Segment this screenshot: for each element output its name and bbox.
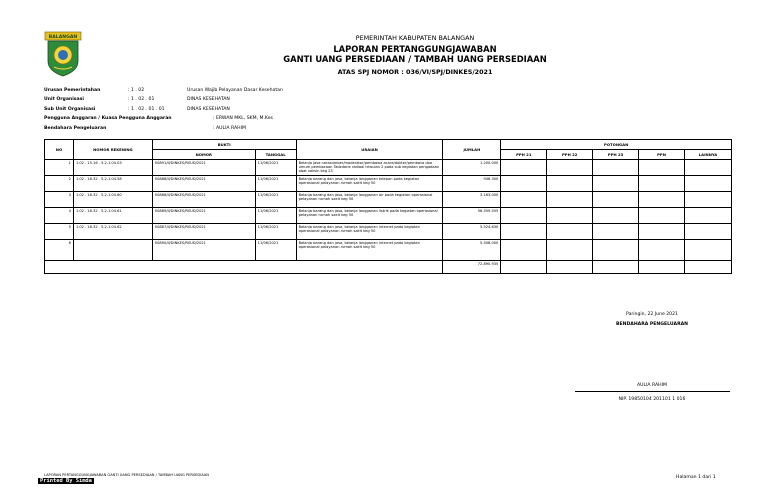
row-jumlah: 5.524.630 [443,224,501,240]
row-nomor: 00888/II/DINKES/RSUD/2021 [152,176,255,192]
header-pph22: PPH 22 [547,150,593,160]
row-rekening: 1.02 . 15.16 . 5.2.1.04.03 [73,160,152,176]
bendahara-name: : AULIA RAHIM [213,126,246,131]
row-rekening: 1.02 . 16.32 . 5.2.1.04.62 [73,224,152,240]
row-jumlah: 5.508.000 [443,240,501,261]
government-name: PEMERINTAH KABUPATEN BALANGAN [355,34,475,42]
signature-nip: NIP. 19850104 201101 1 016 [618,397,686,402]
footer-text: LAPORAN PERTANGGUNGJAWABAN GANTI UANG PERSEDIAAN / TAMBAH UANG PERSEDIAAN [44,473,209,477]
unit-code: : 1 . 02 . 01 [128,97,155,102]
row-rekening [73,240,152,261]
row-uraian: Belanja barang dan jasa, belanja langganan air pada kegiatan operasional pelayanan rumah sakit keg 50 [296,192,443,208]
row-nomor: 00887/II/DINKES/RSUD/2021 [152,224,255,240]
row-uraian: Belanja barang dan jasa, belanja langganan listrik pada kegiatan operasional pelayanan rumah sakit keg 50 [296,208,443,224]
row-no: 3 [45,192,74,208]
urusan-name: Urusan Wajib Pelayanan Dasar Kesehatan [187,88,283,93]
row-jumlah: 3.163.000 [443,192,501,208]
urusan-label: Urusan Pemerintahan [44,88,101,93]
table-row [45,176,732,192]
row-tanggal: 11/06/2021 [255,240,296,261]
pengguna-label: Pengguna Anggaran / Kuasa Pengguna Anggaran [44,116,172,121]
row-no: 1 [45,160,74,176]
row-uraian: Belanja barang dan jasa, belanja langganan internet pada kegiatan operasional pelayanan rumah sakit keg 50 [296,240,443,261]
row-nomor: 00889/II/DINKES/RSUD/2021 [152,208,255,224]
row-nomor: 00891/II/DINKES/RSUD/2021 [152,160,255,176]
total-jumlah: 72.890.935 [443,261,501,274]
table-row [45,224,732,240]
row-nomor: 00886/II/DINKES/RSUD/2021 [152,192,255,208]
header-potongan: POTONGAN [501,140,732,150]
pengguna-name: : ERWAN MKL, SKM, M.Kes [213,116,273,121]
table-row [45,208,732,224]
signature-title: BENDAHARA PENGELUARAN [615,322,689,327]
page-number: Halaman 1 dari 1 [676,475,716,480]
row-no: 4 [45,208,74,224]
row-tanggal: 11/06/2021 [255,208,296,224]
printed-by-logo: Printed By Simda [40,478,92,484]
row-jumlah: 1.200.000 [443,160,501,176]
header-uraian: URAIAN [296,140,443,160]
report-title: LAPORAN PERTANGGUNGJAWABAN [333,44,497,54]
logo-text: BALANGAN [48,35,78,40]
header-nomor: NOMOR [152,150,255,160]
subunit-label: Sub Unit Organisasi [44,107,96,112]
header-pph23: PPH 23 [593,150,639,160]
header-pph21: PPH 21 [501,150,547,160]
signature-name: AULIA RAHIM [637,383,667,388]
header-ppn: PPN [639,150,685,160]
row-nomor: 00890/II/DINKES/RSUD/2021 [152,240,255,261]
table-row [45,160,732,176]
row-uraian: Belanja barang dan jasa, belanja langganan internet pada kegiatan operasional pelayanan rumah sakit keg 50 [296,224,443,240]
unit-label: Unit Organisasi [44,97,84,102]
header-rekening: NOMOR REKENING [73,140,152,160]
signature-place-date: Paringin, 22 June 2021 [626,312,678,317]
header-lainnya: LAINNYA [684,150,731,160]
row-tanggal: 11/06/2021 [255,160,296,176]
row-no: 2 [45,176,74,192]
bendahara-label: Bendahara Pengeluaran [44,126,107,131]
row-rekening: 1.02 . 16.32 . 5.2.1.04.58 [73,176,152,192]
row-uraian: Belanja jasa narasumber/moderator/pembawa acara/dokter/pembaca doa umum pembacaan Tadzdarie radioai triwulan 2 pada sub kegiatan pengadaan obat vaksin keg 23 [296,160,443,176]
urusan-code: : 1 . 02 [128,88,145,93]
row-rekening: 1.02 . 16.32 . 5.2.1.04.60 [73,192,152,208]
unit-name: DINAS KESEHATAN [187,97,230,102]
spj-number: ATAS SPJ NOMOR : 036/VI/SPJ/DINKES/2021 [337,68,493,76]
table-row [45,192,732,208]
header-no: NO [45,140,74,160]
header-jumlah: JUMLAH [443,140,501,160]
total-row [45,261,732,274]
header-bukti: BUKTI [152,140,296,150]
subunit-code: : 1 . 02 . 01 . 01 [128,107,165,112]
row-no: 6 [45,240,74,261]
row-rekening: 1.02 . 16.32 . 5.2.1.04.61 [73,208,152,224]
row-uraian: Belanja barang dan jasa, belanja langganan telepon pada kegiatan operasional pelayanan rumah sakit keg 50 [296,176,443,192]
signature-line [575,391,730,392]
row-jumlah: 56.559.505 [443,208,501,224]
report-table [44,139,732,274]
row-no: 5 [45,224,74,240]
table-row [45,240,732,261]
report-subtitle: GANTI UANG PERSEDIAAN / TAMBAH UANG PERSEDIAAN [283,54,547,64]
header-tanggal: TANGGAL [255,150,296,160]
row-tanggal: 11/06/2021 [255,192,296,208]
row-tanggal: 11/06/2021 [255,176,296,192]
subunit-name: DINAS KESEHATAN [187,107,230,112]
row-jumlah: 946.300 [443,176,501,192]
row-tanggal: 11/06/2021 [255,224,296,240]
